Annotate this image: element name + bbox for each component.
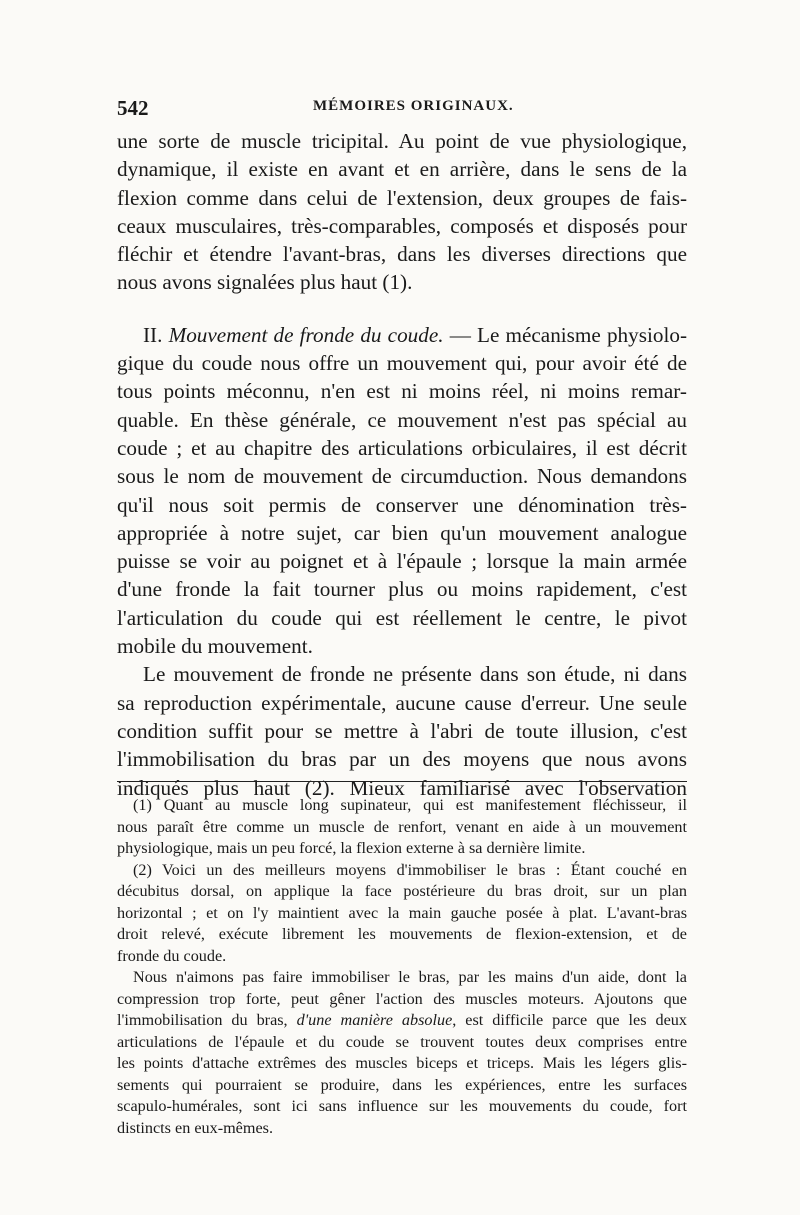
text-line: ceaux musculaires, très-comparables, composés et disposés pour	[117, 213, 687, 238]
footnote-rule	[117, 781, 687, 782]
text-line: puisse se voir au poignet et à l'épaule ; lorsque la main armée	[117, 549, 687, 574]
section-heading-continuation: — Le mécanisme physiolo-	[443, 322, 687, 347]
footnote-emphasis: d'une manière absolue	[296, 1011, 453, 1029]
footnote-line: physiologique, mais un peu forcé, la flexion externe à sa dernière limite.	[117, 839, 586, 857]
footnote-line: les points d'attache extrêmes des muscles biceps et triceps. Mais les légers glis-	[117, 1054, 687, 1072]
main-text	[117, 127, 687, 802]
text-line: sa reproduction expérimentale, aucune cause d'erreur. Une seule	[117, 690, 687, 715]
footnote-line: distincts en eux-mêmes.	[117, 1118, 273, 1137]
section-heading-line	[117, 321, 687, 349]
text-line: quable. En thèse générale, ce mouvement n'est pas spécial au	[117, 407, 687, 432]
section-number: II.	[143, 322, 169, 347]
footnote-line: (1) Quant au muscle long supinateur, qui est manifestement fléchisseur, il	[133, 796, 687, 814]
running-title: MÉMOIRES ORIGINAUX.	[313, 98, 514, 114]
text-line: fléchir et étendre l'avant-bras, dans les diverses directions que	[117, 242, 687, 267]
text-line: dynamique, il existe en avant et en arrière, dans le sens de la	[117, 157, 687, 182]
text-line: appropriée à notre sujet, car bien qu'un mouvement analogue	[117, 520, 687, 545]
text-line: nous avons signalées plus haut (1).	[117, 270, 413, 295]
footnote-text: l'immobilisation du bras,	[117, 1011, 297, 1029]
text-line: tous points méconnu, n'en est ni moins réel, ni moins remar-	[117, 379, 687, 404]
page-number: 542	[117, 96, 149, 120]
text-line: sous le nom de mouvement de circumduction. Nous demandons	[117, 464, 687, 489]
text-line: l'immobilisation du bras par un des moyens que nous avons	[117, 747, 687, 772]
footnote-line: fronde du coude.	[117, 946, 227, 965]
footnote-line: Nous n'aimons pas faire immobiliser le bras, par les mains d'un aide, dont la	[133, 968, 687, 986]
running-head	[117, 96, 687, 122]
footnote-line: décubitus dorsal, on applique la face postérieure du bras droit, sur un plan	[117, 882, 687, 900]
text-line: une sorte de muscle tricipital. Au point de vue physiologique,	[117, 129, 687, 153]
footnote-line	[117, 1010, 687, 1032]
text-line: flexion comme dans celui de l'extension, deux groupes de fais-	[117, 185, 687, 210]
text-line: coude ; et au chapitre des articulations orbiculaires, il est décrit	[117, 435, 687, 460]
text-line: qu'il nous soit permis de conserver une dénomination très-	[117, 492, 687, 517]
text-line: d'une fronde la fait tourner plus ou moins rapidement, c'est	[117, 577, 687, 602]
section-heading: Mouvement de fronde du coude.	[168, 322, 444, 347]
text-line: gique du coude nous offre un mouvement qui, pour avoir été de	[117, 351, 687, 376]
text-line: l'articulation du coude qui est réellement le centre, le pivot	[117, 605, 687, 630]
text-line: condition suffit pour se mettre à l'abri de toute illusion, c'est	[117, 718, 687, 743]
footnote-text: , est difficile parce que les deux	[452, 1011, 687, 1029]
footnote-line: compression trop forte, peut gêner l'action des muscles moteurs. Ajoutons que	[117, 989, 687, 1008]
text-line: mobile du mouvement.	[117, 634, 313, 659]
footnote-line: horizontal ; et on l'y maintient avec la main gauche posée à plat. L'avant-bras	[117, 903, 687, 922]
footnote-line: articulations de l'épaule et du coude se trouvent toutes deux comprises entre	[117, 1032, 687, 1051]
text-line: Le mouvement de fronde ne présente dans son étude, ni dans	[143, 662, 687, 687]
footnote-line: scapulo-humérales, sont ici sans influence sur les mouvements du coude, fort	[117, 1097, 687, 1115]
footnote-line: droit relevé, exécute librement les mouvements de flexion-extension, et de	[117, 925, 687, 943]
text-line: indiqués plus haut (2). Mieux familiarisé avec l'observation	[117, 775, 687, 800]
section-gap	[117, 297, 687, 321]
footnotes	[117, 795, 687, 1139]
footnote-line: sements qui pourraient se produire, dans les expériences, entre les surfaces	[117, 1075, 687, 1094]
footnote-line: nous paraît être comme un muscle de renfort, venant en aide à un mouvement	[117, 817, 687, 836]
footnote-line: (2) Voici un des meilleurs moyens d'immobiliser le bras : Étant couché en	[133, 860, 687, 879]
